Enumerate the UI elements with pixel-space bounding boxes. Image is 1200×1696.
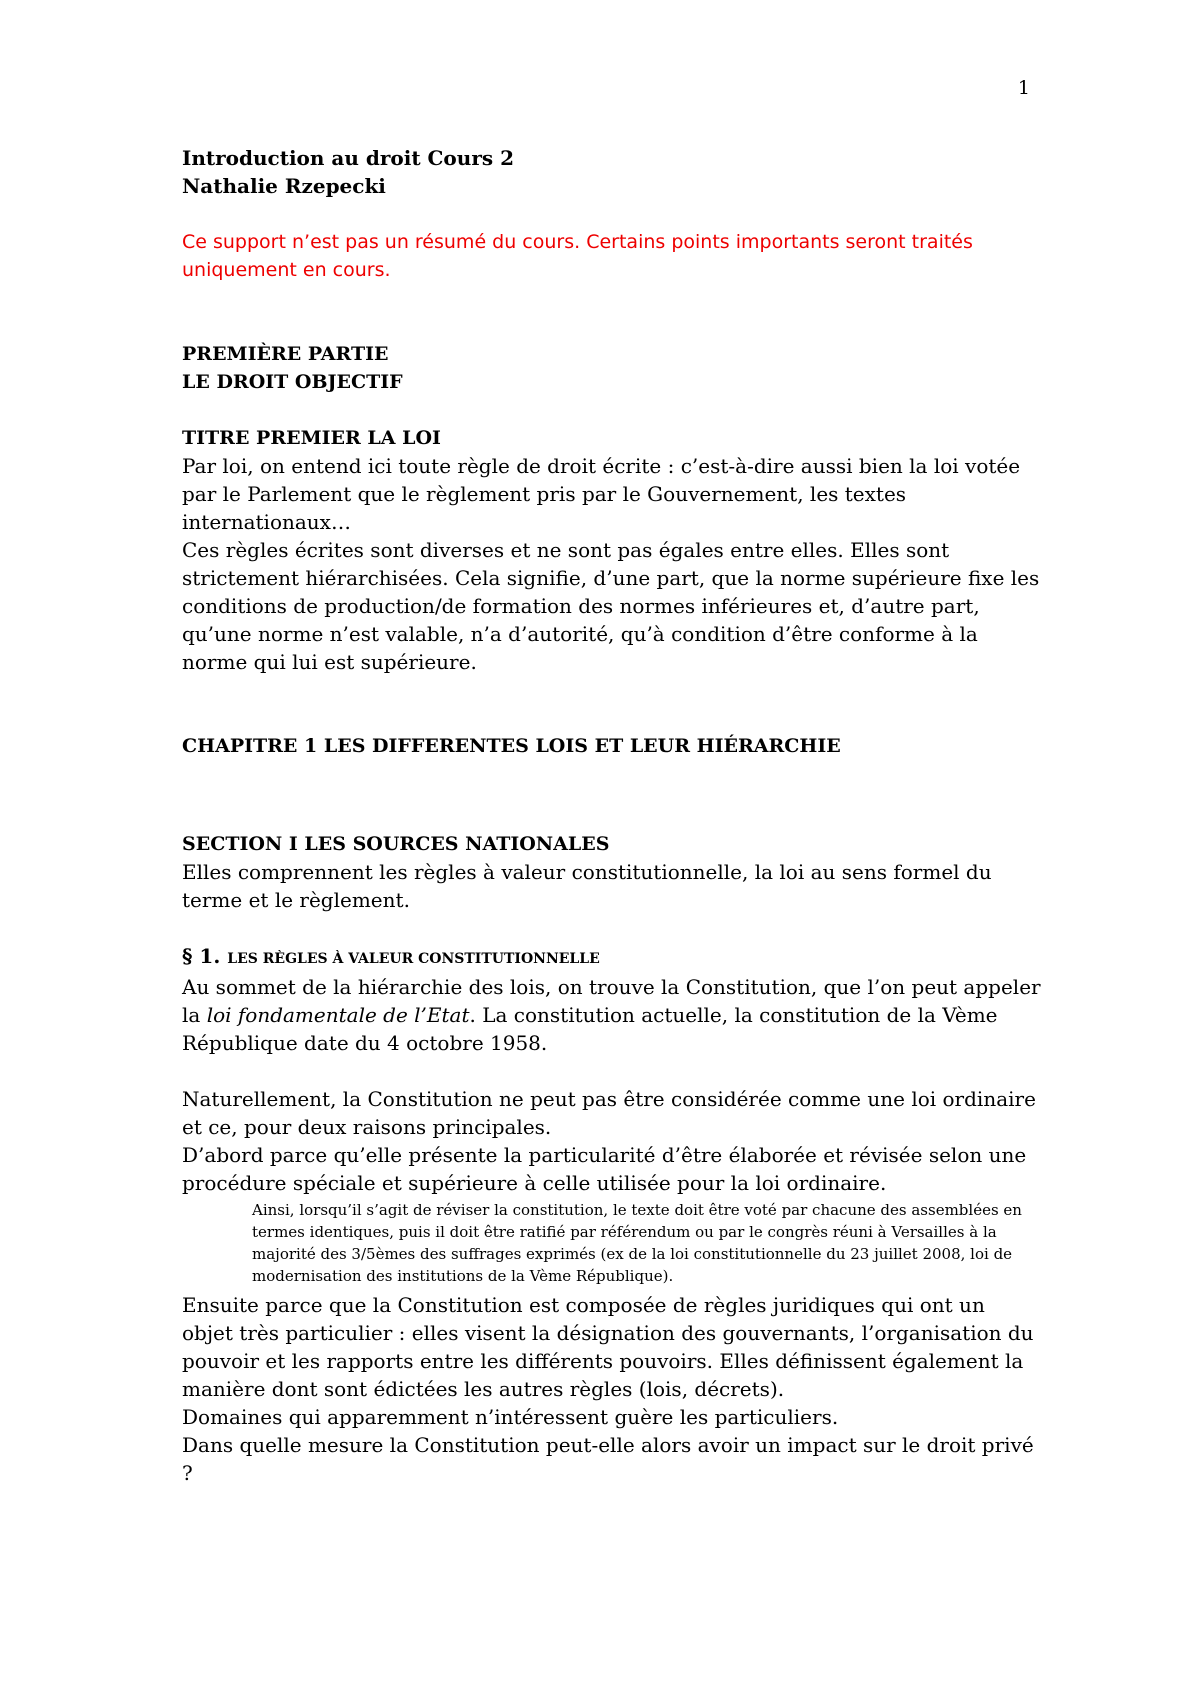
- document-title: Introduction au droit Cours 2: [182, 146, 514, 170]
- body-paragraph-b: D’abord parce qu’elle présente la particularité d’être élaborée et révisée selon une procédure spéciale et supérieure à celle utilisée pour la loi ordinaire.: [182, 1143, 1027, 1195]
- body-paragraph-c: Ensuite parce que la Constitution est composée de règles juridiques qui ont un objet très particulier : elles visent la désignation des gouvernants, l’organisation du pouvoir et les rapports entre les différents pouvoirs. Elles définissent également la manière dont sont édictées les autres règles (lois, décrets).: [182, 1293, 1034, 1401]
- subsection-heading: [182, 942, 1042, 973]
- chapitre-heading: CHAPITRE 1 LES DIFFERENTES LOIS ET LEUR HIÉRARCHIE: [182, 735, 841, 757]
- titre-paragraph-2: Ces règles écrites sont diverses et ne sont pas égales entre elles. Elles sont strictement hiérarchisées. Cela signifie, d’une part, que la norme supérieure fixe les conditions de production/de formation des normes inférieures et, d’autre part, qu’une norme n’est valable, n’a d’autorité, qu’à condition d’être conforme à la norme qui lui est supérieure.: [182, 538, 1040, 674]
- subsection-title: LES RÈGLES À VALEUR CONSTITUTIONNELLE: [227, 951, 600, 967]
- titre-paragraph-1: Par loi, on entend ici toute règle de droit écrite : c’est-à-dire aussi bien la loi votée par le Parlement que le règlement pris par le Gouvernement, les textes internationaux…: [182, 454, 1021, 534]
- part-number: PREMIÈRE PARTIE: [182, 343, 389, 365]
- body-paragraph-e: Dans quelle mesure la Constitution peut-elle alors avoir un impact sur le droit privé ?: [182, 1433, 1034, 1485]
- author-name: Nathalie Rzepecki: [182, 174, 386, 198]
- document-body: [182, 144, 1042, 1487]
- section-text: Elles comprennent les règles à valeur constitutionnelle, la loi au sens formel du terme et le règlement.: [182, 860, 992, 912]
- part-title: LE DROIT OBJECTIF: [182, 371, 403, 393]
- titre-heading: TITRE PREMIER LA LOI: [182, 427, 441, 449]
- body-paragraph-d: Domaines qui apparemment n’intéressent guère les particuliers.: [182, 1405, 839, 1429]
- notice-text: Ce support n’est pas un résumé du cours. Certains points importants seront traités uniquement en cours.: [182, 231, 973, 281]
- intro-italic-term: loi fondamentale de l’Etat: [206, 1003, 470, 1027]
- subsection-number: § 1.: [182, 944, 221, 968]
- intro-text-end: . La constitution actuelle, la constitution de la Vème République date du 4 octobre 1958.: [182, 1003, 998, 1055]
- page-number: 1: [1017, 77, 1030, 99]
- body-paragraph-a: Naturellement, la Constitution ne peut pas être considérée comme une loi ordinaire et ce, pour deux raisons principales.: [182, 1087, 1036, 1139]
- intro-text-start: Au sommet de la hiérarchie des lois, on trouve la Constitution, que l’on peut appeler la: [182, 975, 1041, 1027]
- indented-example: Ainsi, lorsqu’il s’agit de réviser la constitution, le texte doit être voté par chacune des assemblées en termes identiques, puis il doit être ratifié par référendum ou par le congrès réuni à Versailles à la majorité des 3/5èmes des suffrages exprimés (ex de la loi constitutionnelle du 23 juillet 2008, loi de modernisation des institutions de la Vème République).: [252, 1201, 1022, 1285]
- section-heading: SECTION I LES SOURCES NATIONALES: [182, 833, 610, 855]
- constitution-intro: [182, 973, 1042, 1057]
